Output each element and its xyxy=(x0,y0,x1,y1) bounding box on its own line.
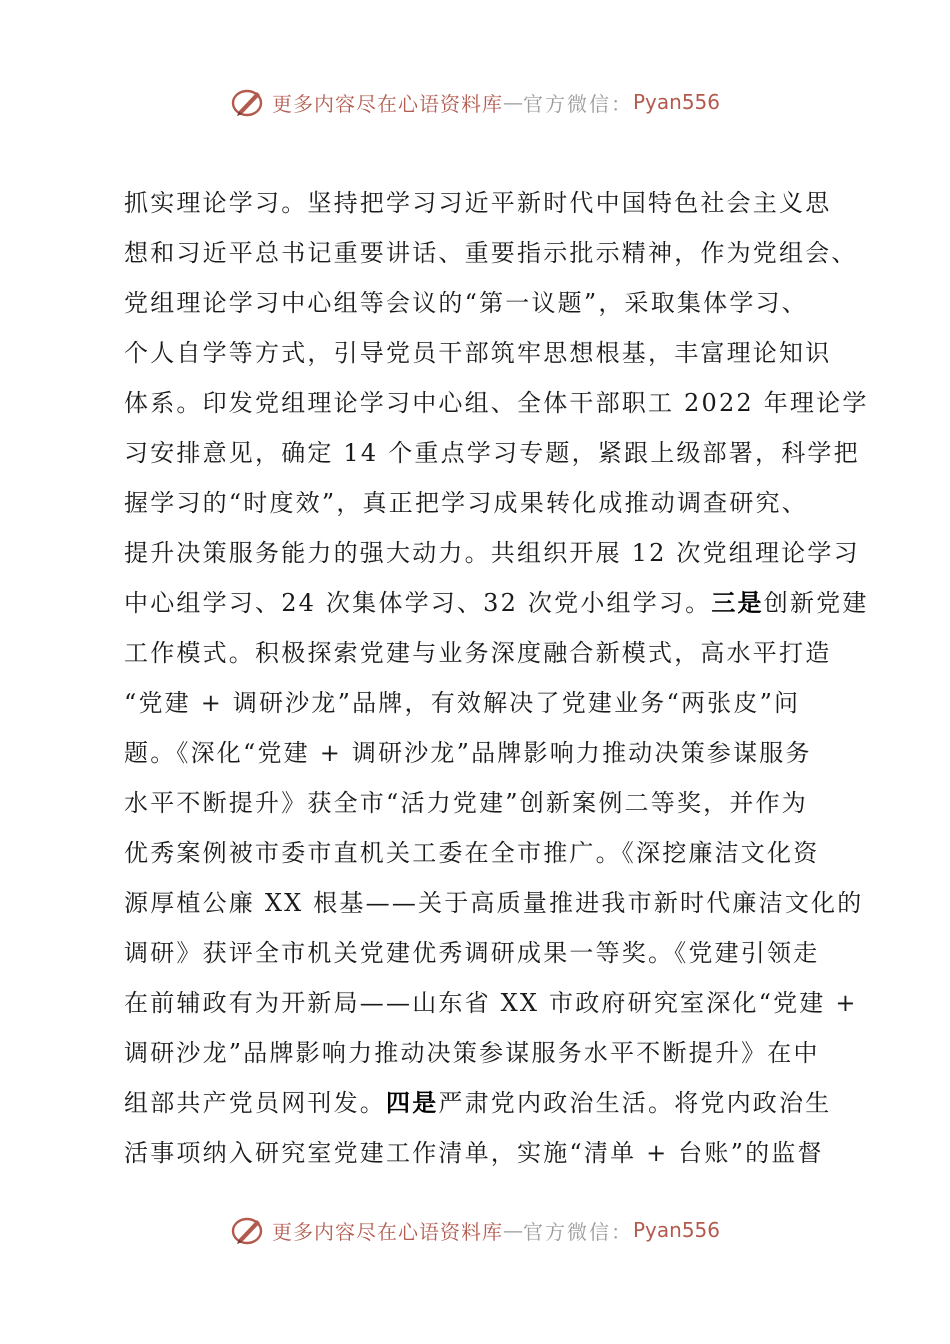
text-run: 活事项纳入研究室党建工作清单，实施“清单 + 台账”的监督 xyxy=(124,1139,824,1167)
text-line xyxy=(124,978,858,1028)
banner-wechat-label: 官方微信： xyxy=(522,1219,633,1244)
text-line xyxy=(124,628,844,678)
text-run: 源厚植公廉 XX 根基——关于高质量推进我市新时代廉洁文化的 xyxy=(124,889,864,917)
text-line xyxy=(124,728,844,778)
text-run: 抓实理论学习。坚持把学习习近平新时代中国特色社会主义思 xyxy=(124,189,832,217)
text-line xyxy=(124,178,844,228)
text-run: 想和习近平总书记重要讲话、重要指示批示精神，作为党组会、 xyxy=(124,239,858,267)
text-run: 提升决策服务能力的强大动力。共组织开展 12 次党组理论学习 xyxy=(124,539,860,567)
footer-banner xyxy=(0,1208,950,1252)
bold-lead-phrase: 四是 xyxy=(386,1088,439,1117)
document-body xyxy=(124,178,869,1178)
banner-main-text: 更多内容尽在心语资料库 xyxy=(271,1219,503,1244)
text-line xyxy=(124,778,844,828)
banner-wechat-label: 官方微信： xyxy=(522,91,633,116)
text-line xyxy=(124,228,858,278)
pen-logo-icon xyxy=(230,84,266,120)
text-line xyxy=(124,678,844,728)
text-line xyxy=(124,1028,844,1078)
text-run: 个人自学等方式，引导党员干部筑牢思想根基，丰富理论知识 xyxy=(124,339,832,367)
text-run: “党建 + 调研沙龙”品牌，有效解决了党建业务“两张皮”问 xyxy=(124,689,801,717)
text-run: 组部共产党员网刊发。 xyxy=(124,1089,386,1117)
text-run: 优秀案例被市委市直机关工委在全市推广。《深挖廉洁文化资 xyxy=(124,839,820,867)
pen-logo-icon xyxy=(230,1212,266,1248)
text-line xyxy=(124,1128,844,1178)
text-run: 工作模式。积极探索党建与业务深度融合新模式，高水平打造 xyxy=(124,639,832,667)
banner-wechat-id: Pyan556 xyxy=(632,1218,720,1242)
text-line xyxy=(124,1078,844,1128)
text-run: 在前辅政有为开新局——山东省 XX 市政府研究室深化“党建 + xyxy=(124,989,858,1017)
banner-main-text: 更多内容尽在心语资料库 xyxy=(271,91,503,116)
text-run: 严肃党内政治生活。将党内政治生 xyxy=(438,1089,832,1117)
banner-dash: — xyxy=(502,90,523,114)
text-run: 题。《深化“党建 + 调研沙龙”品牌影响力推动决策参谋服务 xyxy=(124,739,812,767)
text-line xyxy=(124,278,844,328)
text-run: 握学习的“时度效”，真正把学习成果转化成推动调查研究、 xyxy=(124,489,808,517)
text-line xyxy=(124,528,860,578)
text-line xyxy=(124,828,844,878)
bold-lead-phrase: 三是 xyxy=(711,588,764,617)
text-run: 调研》获评全市机关党建优秀调研成果一等奖。《党建引领走 xyxy=(124,939,820,967)
text-line xyxy=(124,378,869,428)
text-run: 中心组学习、24 次集体学习、32 次党小组学习。 xyxy=(124,589,712,617)
banner-wechat-id: Pyan556 xyxy=(632,90,720,114)
text-run: 水平不断提升》获全市“活力党建”创新案例二等奖，并作为 xyxy=(124,789,808,817)
text-line xyxy=(124,428,860,478)
text-line xyxy=(124,478,844,528)
text-line xyxy=(124,928,844,978)
text-run: 体系。印发党组理论学习中心组、全体干部职工 2022 年理论学 xyxy=(124,389,869,417)
text-line xyxy=(124,578,869,628)
text-line xyxy=(124,878,864,928)
banner-dash: — xyxy=(502,1218,523,1242)
header-banner xyxy=(0,80,950,124)
text-run: 调研沙龙”品牌影响力推动决策参谋服务水平不断提升》在中 xyxy=(124,1039,820,1067)
text-run: 创新党建 xyxy=(763,589,869,617)
text-run: 党组理论学习中心组等会议的“第一议题”，采取集体学习、 xyxy=(124,289,808,317)
text-run: 习安排意见，确定 14 个重点学习专题，紧跟上级部署，科学把 xyxy=(124,439,860,467)
text-line xyxy=(124,328,844,378)
